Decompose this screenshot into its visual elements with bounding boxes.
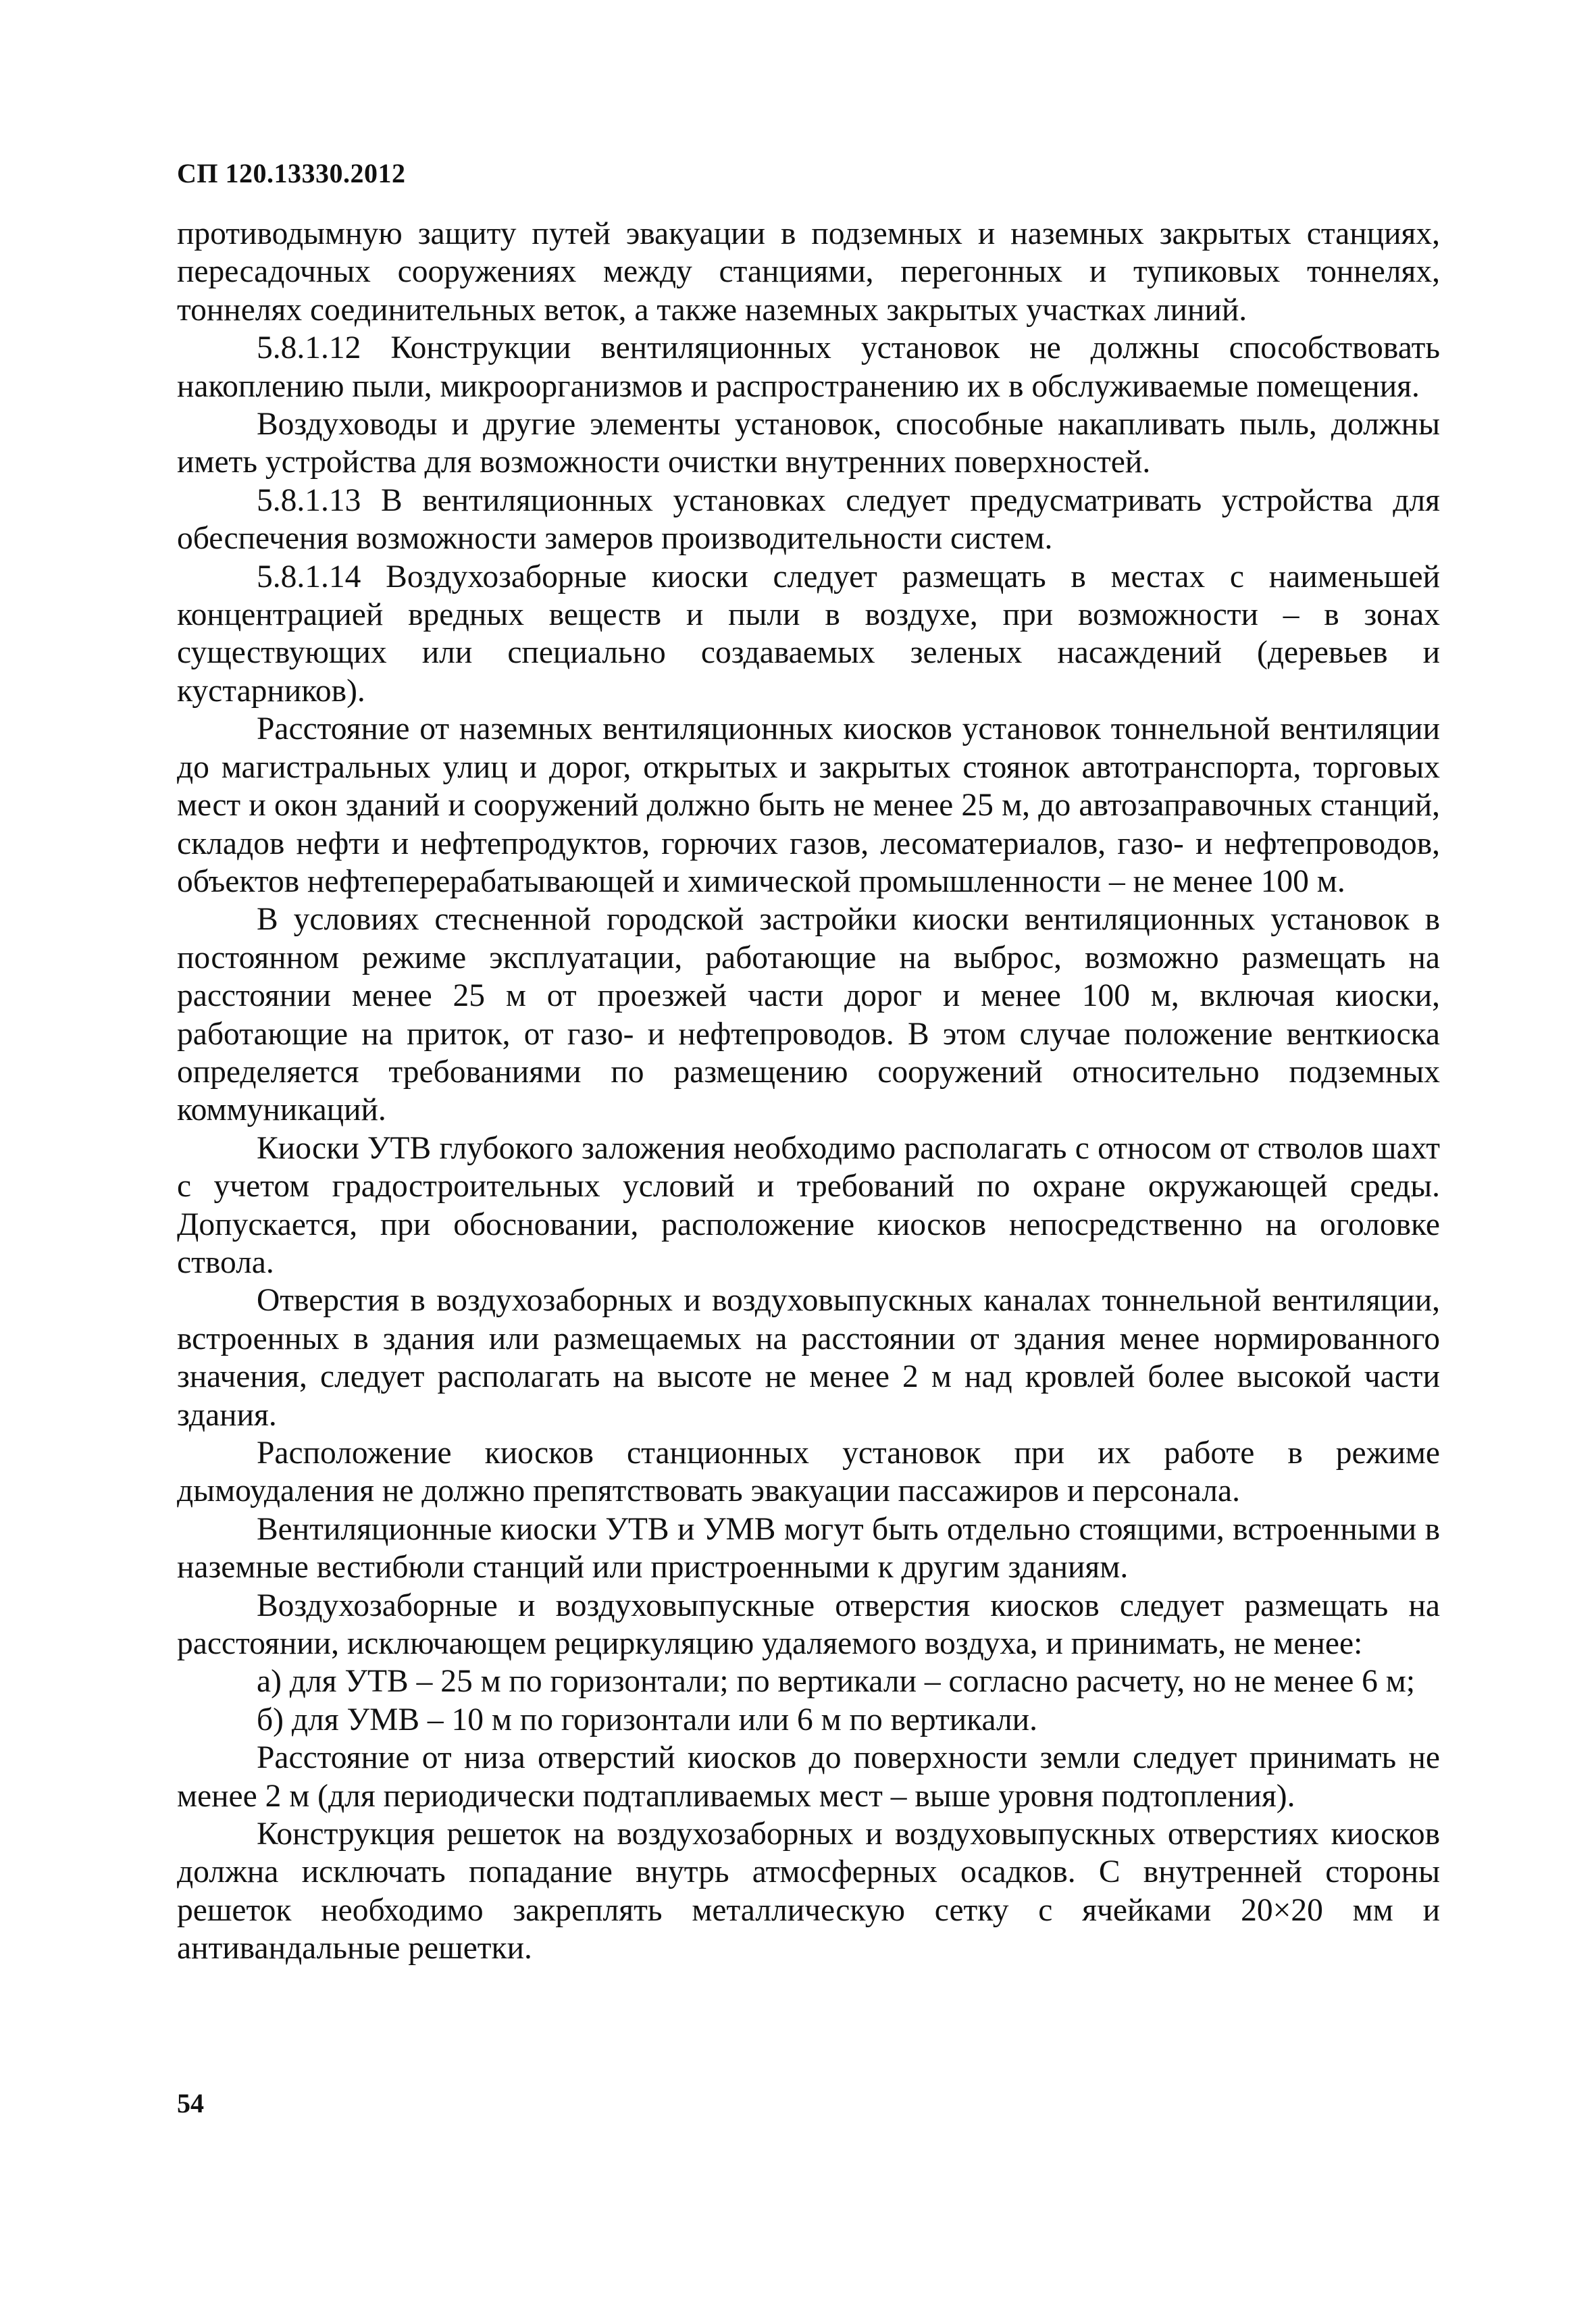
paragraph-5-8-1-12: 5.8.1.12 Конструкции вентиляционных установок не должны способствовать накоплению пыли, микроорганизмов и распространению их в обслуживаемые помещения. (177, 330, 1440, 404)
paragraph-recirculation: Воздухозаборные и воздуховыпускные отверстия киосков следует размещать на расстоянии, исключающем рециркуляцию удаляемого воздуха, и принимать, не менее: (177, 1587, 1440, 1662)
paragraph-dense-development: В условиях стесненной городской застройки киоски вентиляционных установок в постоянном режиме эксплуатации, работающие на выброс, возможно размещать на расстоянии менее 25 м от проезжей части дорог и менее 100 м, включая киоски, работающие на приток, от газо- и нефтепроводов. В этом случае положение венткиоска определяется требованиями по размещению сооружений относительно подземных коммуникаций. (177, 902, 1440, 1128)
paragraph-5-8-1-13: 5.8.1.13 В вентиляционных установках следует предусматривать устройства для обеспечения возможности замеров производительности систем. (177, 482, 1440, 557)
document-body (177, 215, 1440, 1968)
list-item-a: а) для УТВ – 25 м по горизонтали; по вертикали – согласно расчету, но не менее 6 м; (257, 1664, 1416, 1700)
paragraph-smoke-removal: Расположение киосков станционных установок при их работе в режиме дымоудаления не должно препятствовать эвакуации пассажиров и персонала. (177, 1435, 1440, 1509)
document-code-header: СП 120.13330.2012 (177, 158, 406, 188)
paragraph-kiosk-types: Вентиляционные киоски УТВ и УМВ могут быть отдельно стоящими, встроенными в наземные вестибюли станций или пристроенными к другим зданиям. (177, 1511, 1440, 1585)
paragraph-grilles: Конструкция решеток на воздухозаборных и воздуховыпускных отверстиях киосков должна исключать попадание внутрь атмосферных осадков. С внутренней стороны решеток необходимо закреплять металлическую сетку с ячейками 20×20 мм и антивандальные решетки. (177, 1816, 1440, 1966)
page-number: 54 (177, 2088, 204, 2118)
paragraph-air-ducts: Воздуховоды и другие элементы установок, способные накапливать пыль, должны иметь устройства для возможности очистки внутренних поверхностей. (177, 407, 1440, 480)
paragraph-5-8-1-14: 5.8.1.14 Воздухозаборные киоски следует размещать в местах с наименьшей концентрацией вредных веществ и пыли в воздухе, при возможности – в зонах существующих или специально создаваемых зеленых насаждений (деревьев и кустарников). (177, 559, 1440, 709)
list-item-b: б) для УМВ – 10 м по горизонтали или 6 м по вертикали. (257, 1702, 1037, 1737)
paragraph-kiosk-distance: Расстояние от наземных вентиляционных киосков установок тоннельной вентиляции до магистральных улиц и дорог, открытых и закрытых стоянок автотранспорта, торговых мест и окон зданий и сооружений должно быть не менее 25 м, до автозаправочных станций, складов нефти и нефтепродуктов, горючих газов, лесоматериалов, газо- и нефтепроводов, объектов нефтеперерабатывающей и химической промышленности – не менее 100 м. (177, 711, 1440, 899)
paragraph-ground-distance: Расстояние от низа отверстий киосков до поверхности земли следует принимать не менее 2 м (для периодически подтапливаемых мест – выше уровня подтопления). (177, 1740, 1440, 1814)
paragraph-openings-height: Отверстия в воздухозаборных и воздуховыпускных каналах тоннельной вентиляции, встроенных в здания или размещаемых на расстоянии от здания менее нормированного значения, следует располагать на высоте не менее 2 м над кровлей более высокой части здания. (177, 1283, 1440, 1433)
paragraph-deep-kiosks: Киоски УТВ глубокого заложения необходимо располагать с относом от стволов шахт с учетом градостроительных условий и требований по охране окружающей среды. Допускается, при обосновании, расположение киосков непосредственно на оголовке ствола. (177, 1130, 1440, 1280)
paragraph-continuation: противодымную защиту путей эвакуации в подземных и наземных закрытых станциях, пересадочных сооружениях между станциями, перегонных и тупиковых тоннелях, тоннелях соединительных веток, а также наземных закрытых участках линий. (177, 216, 1440, 328)
